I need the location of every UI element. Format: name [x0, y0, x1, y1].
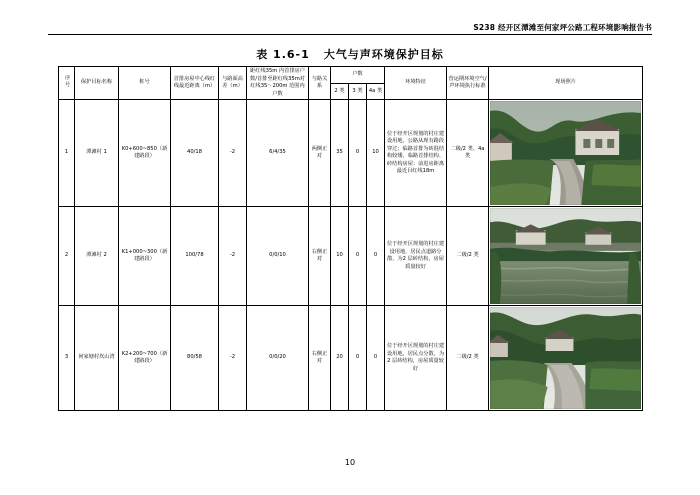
th-households: 户数 — [331, 67, 385, 84]
cell-class3: 0 — [349, 306, 367, 411]
cell-elevation: -2 — [219, 207, 247, 306]
th-distance: 首排房屋中心线红线最近距离（m） — [171, 67, 219, 100]
cell-stake: K1+000~300（新建路段） — [119, 207, 171, 306]
cell-target-name: 潭滩村 1 — [75, 100, 119, 207]
th-photo: 现场照片 — [489, 67, 643, 100]
th-class4a: 4a 类 — [367, 83, 385, 100]
cell-class2: 10 — [331, 207, 349, 306]
page-title — [0, 46, 700, 62]
site-photo-2 — [490, 208, 641, 304]
th-class3: 3 类 — [349, 83, 367, 100]
cell-feature: 位于经开区规划的村庄建设用地，居民点道路分散，为2 层砖结构，房屋质量较好 — [385, 207, 447, 306]
cell-target-name: 潭滩村 2 — [75, 207, 119, 306]
cell-feature: 位于经开区规划的村庄建设用地，公路从现有路段穿过；临路首排为砖混结构较矮、临路首排结构、砖结构房屋；前进房距离最近目红线18m — [385, 100, 447, 207]
cell-class2: 20 — [331, 306, 349, 411]
th-road-relation: 与路关系 — [309, 67, 331, 100]
th-target-name: 保护目标名称 — [75, 67, 119, 100]
table-header-row — [59, 67, 643, 84]
th-seq: 序号 — [59, 67, 75, 100]
cell-counts: 0/0/10 — [247, 207, 309, 306]
cell-distance: 100/78 — [171, 207, 219, 306]
cell-distance: 40/18 — [171, 100, 219, 207]
table-row — [59, 306, 643, 411]
cell-seq: 2 — [59, 207, 75, 306]
cell-distance: 80/58 — [171, 306, 219, 411]
cell-standard: 二级/2 类 — [447, 306, 489, 411]
cell-seq: 3 — [59, 306, 75, 411]
th-class2: 2 类 — [331, 83, 349, 100]
th-stake: 桩号 — [119, 67, 171, 100]
cell-photo — [489, 207, 643, 306]
table-caption: 大气与声环境保护目标 — [323, 48, 444, 61]
running-header: S238 经开区潭滩至何家坪公路工程环境影响报告书 — [473, 23, 652, 32]
cell-photo — [489, 100, 643, 207]
cell-target-name: 何家塘村坎山湾 — [75, 306, 119, 411]
cell-stake: K0+600~850（新建路段） — [119, 100, 171, 207]
cell-stake: K2+200~700（新建路段） — [119, 306, 171, 411]
table-number: 表 1.6-1 — [256, 48, 310, 61]
cell-class4a: 0 — [367, 306, 385, 411]
table-row — [59, 207, 643, 306]
cell-elevation: -2 — [219, 306, 247, 411]
th-counts: 距红线35m 内首排房户数/首排至距红线35m对红线35～200m 范围内户数 — [247, 67, 309, 100]
table-row — [59, 100, 643, 207]
cell-feature: 位于经开区规划的村庄建设用地，居民点分散，为2 层砖结构，房屋质量较好 — [385, 306, 447, 411]
th-feature: 环境特征 — [385, 67, 447, 100]
cell-elevation: -2 — [219, 100, 247, 207]
th-standard: 营运期环境空气/声环境执行标准 — [447, 67, 489, 100]
cell-class3: 0 — [349, 207, 367, 306]
site-photo-1 — [490, 101, 641, 205]
cell-road-relation: 右侧正对 — [309, 207, 331, 306]
cell-class4a: 0 — [367, 207, 385, 306]
cell-counts: 0/0/20 — [247, 306, 309, 411]
th-elevation: 与路面高差（m） — [219, 67, 247, 100]
cell-seq: 1 — [59, 100, 75, 207]
header-divider — [48, 34, 652, 35]
cell-road-relation: 两侧正对 — [309, 100, 331, 207]
page-number: 10 — [344, 458, 356, 467]
cell-class3: 0 — [349, 100, 367, 207]
cell-standard: 二级/2 类 — [447, 207, 489, 306]
cell-photo — [489, 306, 643, 411]
cell-class4a: 10 — [367, 100, 385, 207]
cell-standard: 二级/2 类、4a 类 — [447, 100, 489, 207]
cell-class2: 35 — [331, 100, 349, 207]
cell-counts: 6/4/35 — [247, 100, 309, 207]
protection-targets-table — [58, 66, 643, 411]
site-photo-3 — [490, 307, 641, 409]
cell-road-relation: 右侧正对 — [309, 306, 331, 411]
